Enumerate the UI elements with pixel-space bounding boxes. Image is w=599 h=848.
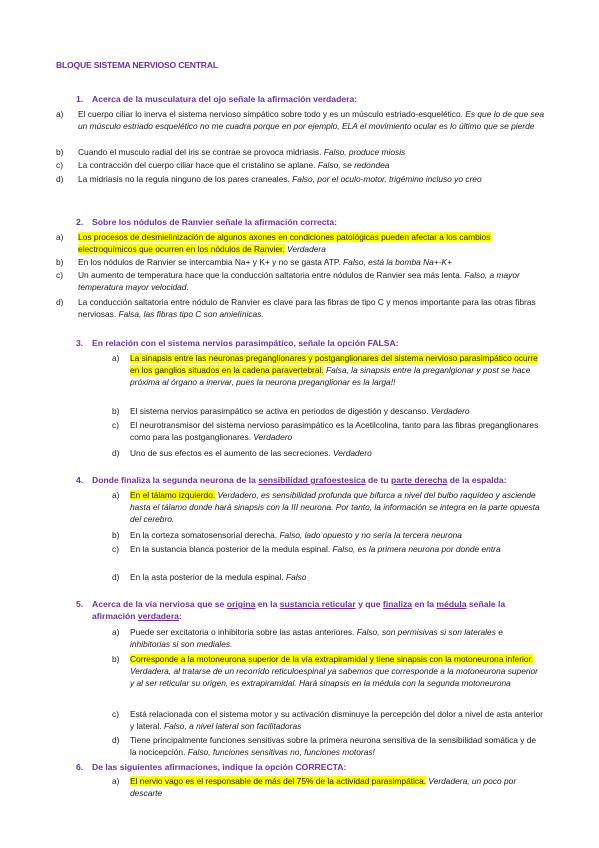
answer-body bbox=[130, 447, 544, 459]
answer-body bbox=[130, 543, 544, 555]
answer-text: Cuando el musculo radial del iris se contrae se provoca midriasis. bbox=[78, 147, 322, 157]
answer-body bbox=[130, 489, 544, 525]
answer-text: El neurotransmisor del sistema nervioso parasimpático es la Acetilcolina, tanto para las fibras preganglionares como para las postganglionares. bbox=[130, 420, 539, 442]
answer-label: c) bbox=[112, 420, 119, 430]
answer-label: a) bbox=[112, 353, 120, 363]
answer-body bbox=[78, 146, 546, 158]
answer-label: a) bbox=[112, 776, 120, 786]
answer-1a bbox=[56, 108, 546, 144]
question-text-part: señale la afirmación bbox=[92, 599, 506, 621]
question-text-part: : bbox=[178, 611, 182, 621]
question-text-part: de tu bbox=[365, 475, 391, 485]
answer-label: a) bbox=[56, 109, 64, 119]
question-number: 6. bbox=[76, 762, 84, 772]
answer-note: Verdadero bbox=[253, 432, 293, 442]
answer-note: Verdadera, un poco por descarte bbox=[130, 776, 517, 798]
answer-note: Falso, está la bomba Na+-K+ bbox=[343, 257, 452, 267]
question-text: En relación con el sistema nervios parasimpático, señale la opción FALSA: bbox=[92, 338, 399, 348]
answer-text: El cuerpo ciliar lo inerva el sistema nervioso simpático sobre todo y es un músculo estriado-esquelético. bbox=[78, 109, 463, 119]
answer-body bbox=[78, 256, 546, 268]
answer-note: Verdadera, al tratarse de un recorrido reticuloespinal ya sabemos que corresponde a la motoneurona superior y al ser reticular su origen, es extrapiramidal. Hará sinapsis en la médula con la segunda motoneurona bbox=[130, 666, 538, 688]
answer-text-highlighted: El nervio vago es el responsable de más del 75% de la actividad parasimpática. bbox=[130, 776, 427, 786]
answer-text: Un aumento de temperatura hace que la conducción saltatoria entre nódulos de Ranvier sea más lenta. bbox=[78, 270, 463, 280]
question-text-underlined: sustancia reticular bbox=[279, 599, 356, 609]
answer-note: Falso, funciones sensitivas no, funciones motoras! bbox=[187, 747, 375, 757]
question-number: 5. bbox=[76, 599, 84, 609]
answer-body bbox=[130, 571, 544, 583]
answer-body bbox=[130, 352, 544, 388]
answer-body bbox=[130, 419, 544, 443]
answer-note: Falso bbox=[285, 572, 307, 582]
answer-note: Falso, produce miosis bbox=[323, 147, 406, 157]
question-text-underlined: parte derecha bbox=[390, 475, 448, 485]
question-text-part: Donde finaliza la segunda neurona de la bbox=[92, 475, 259, 485]
answer-label: c) bbox=[56, 270, 63, 280]
answer-text: Está relacionada con el sistema motor y su activación disminuye la percepción del dolor a nivel de asta anterior y lateral. bbox=[130, 709, 543, 731]
answer-label: d) bbox=[56, 297, 64, 307]
answer-text: La midriasis no la regula ninguno de los pares craneales. bbox=[78, 174, 290, 184]
question-text bbox=[92, 474, 507, 486]
answer-note: Es que lo de que sea un músculo estriado esquelético no me cuadra porque en por ejemplo, ELA el movimiento ocular es lo último que se pierde bbox=[78, 109, 544, 131]
answer-body bbox=[78, 296, 546, 320]
question-text: De las siguientes afirmaciones, indique la opción CORRECTA: bbox=[92, 762, 347, 772]
answer-label: b) bbox=[112, 530, 120, 540]
document-title: BLOQUE SISTEMA NERVIOSO CENTRAL bbox=[56, 60, 218, 70]
question-text-underlined: verdadera bbox=[137, 611, 179, 621]
question-text: Sobre los nódulos de Ranvier señale la afirmación correcta: bbox=[92, 217, 338, 227]
answer-text: Uno de sus efectos es el aumento de las secreciones. bbox=[130, 448, 331, 458]
answer-body bbox=[130, 626, 544, 650]
answer-label: c) bbox=[112, 544, 119, 554]
answer-note: Falso, es la primera neurona por donde entra bbox=[332, 544, 501, 554]
answer-text-highlighted: Corresponde a la motoneurona superior de la vía extrapiramidal y tiene sinapsis con la motoneurona inferior. bbox=[130, 654, 534, 664]
answer-text: La conducción saltatoria entre nódulo de Ranvier es clave para las fibras de tipo C y menos importante para las otras fibras nerviosas. bbox=[78, 297, 536, 319]
answer-body bbox=[130, 529, 544, 541]
answer-body bbox=[130, 734, 544, 758]
answer-text-highlighted: En el tálamo izquierdo. bbox=[130, 490, 216, 500]
answer-note: Verdadero bbox=[430, 406, 470, 416]
answer-note: Falsa, la sinapsis entre la preganlgionar y post se hace próxima al órgano a inervar, pues la neurona preganglionar es la larga!! bbox=[130, 365, 531, 387]
answer-text: Puede ser excitatoria o inhibitoria sobre las astas anteriores. bbox=[130, 627, 355, 637]
question-number: 2. bbox=[76, 217, 84, 227]
answer-label: a) bbox=[56, 232, 64, 242]
question-text: Acerca de la musculatura del ojo señale la afirmación verdadera: bbox=[92, 94, 358, 104]
answer-text-highlighted: Los procesos de desmielinización de algunos axones en condiciones patológicas pueden afectar a los cambios electroquímicos que ocurren en los nódulos de Ranvier. bbox=[78, 232, 491, 254]
answer-label: b) bbox=[56, 257, 64, 267]
answer-text: Tiene principalmente funciones sensitivas sobre la primera neurona sensitiva de la sensibilidad somática y de la nocicepción. bbox=[130, 735, 537, 757]
answer-label: b) bbox=[56, 147, 64, 157]
answer-note: Falso, por el oculo-motor, trigémino incluso yo creo bbox=[292, 174, 482, 184]
answer-label: a) bbox=[112, 490, 120, 500]
answer-note: Falsa, las fibras tipo C son amielínicas. bbox=[118, 309, 264, 319]
answer-label: d) bbox=[112, 572, 120, 582]
question-text-underlined: médula bbox=[436, 599, 467, 609]
question-text-part: de la espalda: bbox=[447, 475, 507, 485]
answer-body bbox=[78, 159, 546, 171]
question-text-part: en la bbox=[412, 599, 437, 609]
answer-note: Falso, lado opuesto y no sería la tercera neurona bbox=[279, 530, 462, 540]
question-text-underlined: finaliza bbox=[382, 599, 413, 609]
answer-note: Verdadero bbox=[332, 448, 372, 458]
answer-body bbox=[78, 231, 546, 255]
answer-note: Verdadero, es sensibilidad profunda que bifurca a nivel del bulbo raquídeo y asciende hasta el tálamo donde hará sinapsis con la III neurona. Por tanto, la información se integra en la parte opuesta del cerebro. bbox=[130, 490, 540, 524]
answer-note: Falso, a nivel lateral son facilitadoras bbox=[163, 721, 302, 731]
answer-body bbox=[130, 708, 544, 732]
answer-text: En la sustancia blanca posterior de la medula espinal. bbox=[130, 544, 331, 554]
answer-body bbox=[130, 653, 544, 689]
answer-body bbox=[130, 775, 544, 799]
answer-note: Falso, se redondea bbox=[317, 160, 390, 170]
question-text-part: en la bbox=[255, 599, 280, 609]
question-number: 4. bbox=[76, 475, 84, 485]
answer-text: La contracción del cuerpo ciliar hace que el cristalino se aplane. bbox=[78, 160, 316, 170]
answer-text: El sistema nervios parasimpático se activa en periodos de digestión y descanso. bbox=[130, 406, 429, 416]
answer-text: En la corteza somatosensorial derecha. bbox=[130, 530, 278, 540]
question-number: 1. bbox=[76, 94, 84, 104]
question-number: 3. bbox=[76, 338, 84, 348]
question-text bbox=[92, 598, 548, 622]
answer-label: c) bbox=[56, 160, 63, 170]
answer-label: c) bbox=[112, 709, 119, 719]
answer-body bbox=[78, 108, 546, 132]
answer-text: En los nódulos de Ranvier se intercambia Na+ y K+ y no se gasta ATP. bbox=[78, 257, 341, 267]
answer-body bbox=[78, 269, 546, 293]
question-text-underlined: sensibilidad grafoestesica bbox=[258, 475, 366, 485]
question-text-part: Acerca de la vía nerviosa que se bbox=[92, 599, 227, 609]
answer-text-highlighted: La sinapsis entre las neuronas preganglionares y postganglionares del sistema nervioso parasimpático ocurre en los ganglios situados en la cadena paravertebral. bbox=[130, 353, 538, 375]
answer-label: a) bbox=[112, 627, 120, 637]
answer-label: b) bbox=[112, 654, 120, 664]
answer-label: d) bbox=[56, 174, 64, 184]
answer-label: d) bbox=[112, 448, 120, 458]
answer-label: d) bbox=[112, 735, 120, 745]
answer-body bbox=[78, 173, 546, 185]
question-text-underlined: origina bbox=[226, 599, 256, 609]
answer-body bbox=[130, 405, 544, 417]
question-text-part: y que bbox=[355, 599, 383, 609]
answer-note: Verdadera bbox=[287, 244, 326, 254]
answer-note: Falso, son permisivas si son laterales e inhibitorias si son mediales. bbox=[130, 627, 503, 649]
answer-text: En la asta posterior de la medula espinal. bbox=[130, 572, 284, 582]
answer-label: b) bbox=[112, 406, 120, 416]
answer-note: Falso, a mayor temperatura mayor velocidad. bbox=[78, 270, 520, 292]
